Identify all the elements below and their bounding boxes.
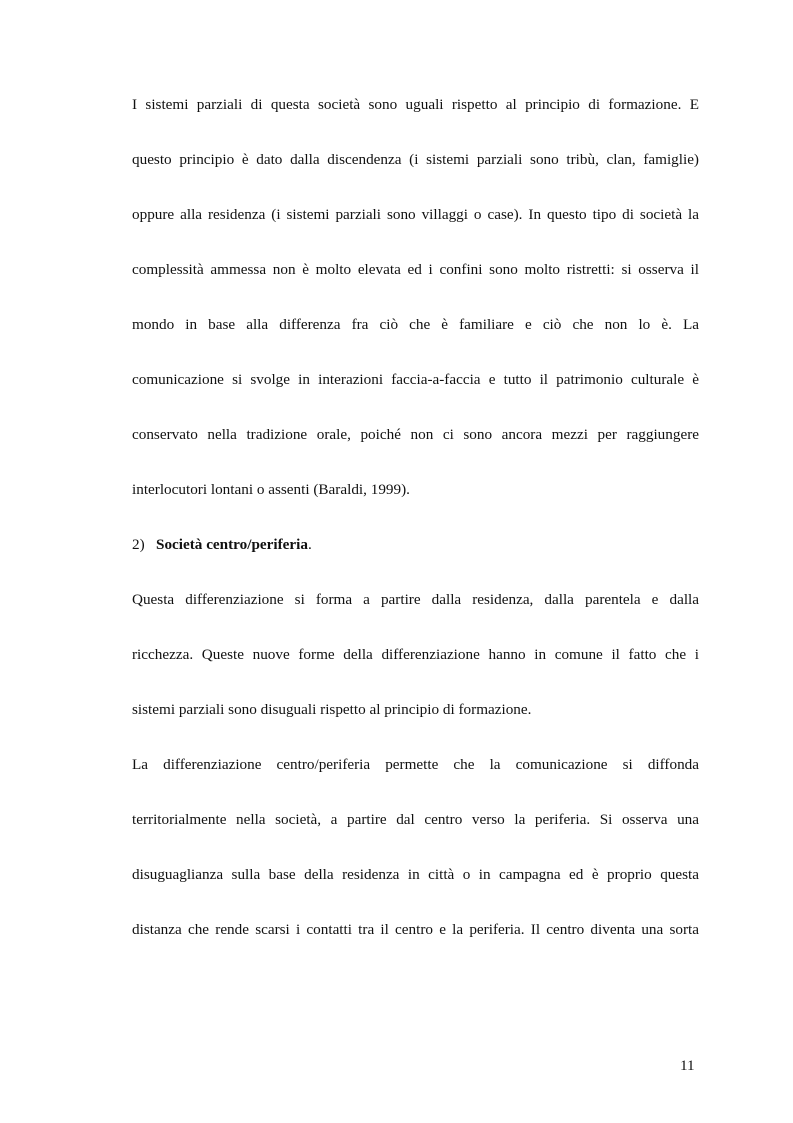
paragraph-1-line-2: questo principio è dato dalla discendenza (i sistemi parziali sono tribù, clan, famiglie) — [132, 151, 699, 168]
paragraph-2-line-1: Questa differenziazione si forma a partire dalla residenza, dalla parentela e dalla — [132, 591, 699, 608]
paragraph-1-line-4: complessità ammessa non è molto elevata ed i confini sono molto ristretti: si osserva il — [132, 261, 699, 278]
section-title: Società centro/periferia — [156, 536, 308, 553]
section-number: 2) — [132, 536, 145, 553]
page-number: 11 — [680, 1057, 695, 1074]
paragraph-1-line-7: conservato nella tradizione orale, poiché non ci sono ancora mezzi per raggiungere — [132, 426, 699, 443]
paragraph-3-line-1: La differenziazione centro/periferia permette che la comunicazione si diffonda — [132, 756, 699, 773]
paragraph-1-line-8: interlocutori lontani o assenti (Baraldi, 1999). — [132, 481, 410, 498]
paragraph-2-line-2: ricchezza. Queste nuove forme della differenziazione hanno in comune il fatto che i — [132, 646, 699, 663]
paragraph-1-line-6: comunicazione si svolge in interazioni faccia-a-faccia e tutto il patrimonio culturale è — [132, 371, 699, 388]
section-title-punct: . — [307, 536, 312, 553]
paragraph-3-line-4: distanza che rende scarsi i contatti tra il centro e la periferia. Il centro diventa una sorta — [132, 921, 699, 938]
paragraph-3-line-2: territorialmente nella società, a partire dal centro verso la periferia. Si osserva una — [132, 811, 699, 828]
section-heading — [132, 535, 312, 555]
paragraph-1-line-3: oppure alla residenza (i sistemi parziali sono villaggi o case). In questo tipo di società la — [132, 206, 699, 223]
paragraph-3-line-3: disuguaglianza sulla base della residenza in città o in campagna ed è proprio questa — [132, 866, 699, 883]
paragraph-1-line-1: I sistemi parziali di questa società sono uguali rispetto al principio di formazione. E — [132, 96, 699, 113]
paragraph-2-line-3: sistemi parziali sono disuguali rispetto al principio di formazione. — [132, 701, 532, 718]
paragraph-1-line-5: mondo in base alla differenza fra ciò che è familiare e ciò che non lo è. La — [132, 316, 699, 333]
